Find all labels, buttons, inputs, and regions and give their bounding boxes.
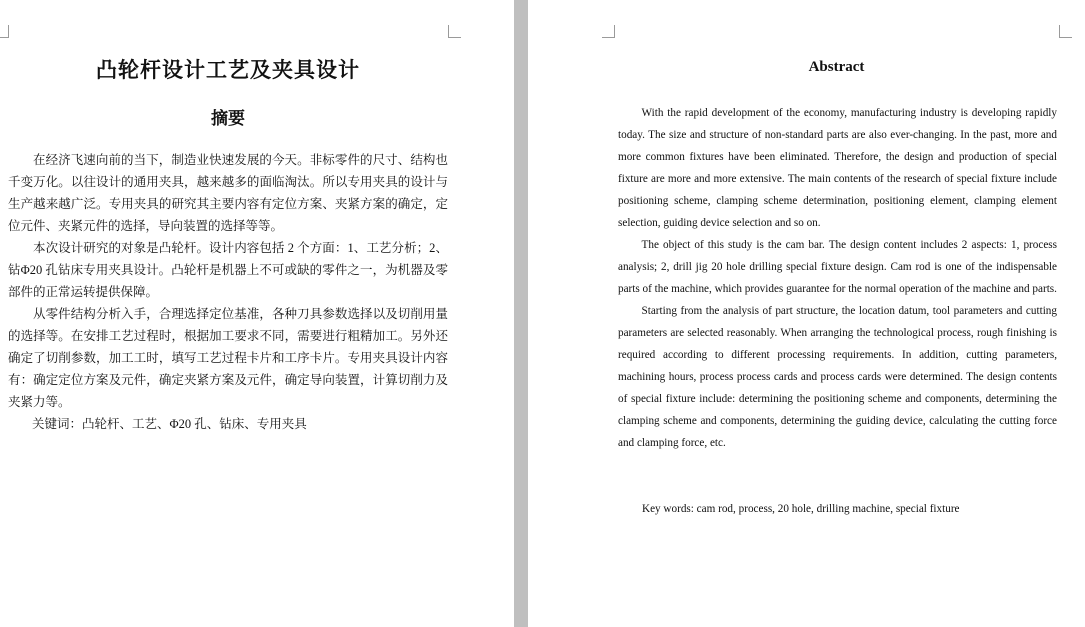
abstract-heading-chinese: 摘要	[211, 109, 245, 128]
document-page-right[interactable]	[528, 0, 1085, 627]
paragraph: With the rapid development of the economy, manufacturing industry is developing rapidly today. The size and structure of non-standard parts are also ever-changing. In the past, more and more common fixtures have been eliminated. Therefore, the design and production of special fixture are more and more extensive. The main contents of the research of special fixture include positioning scheme, clamping scheme determination, positioning element, clamping element selection, guiding device selection and so on.	[618, 107, 1057, 229]
abstract-heading-english: Abstract	[808, 59, 865, 75]
keywords-english: Key words: cam rod, process, 20 hole, drilling machine, special fixture	[642, 503, 960, 515]
paragraph: Starting from the analysis of part structure, the location datum, tool parameters and cutting parameters are selected reasonably. When arranging the technological process, rough finishing is required according to different processing requirements. In addition, cutting parameters, machining hours, process process cards and process cards were determined. The design contents of special fixture include: determining the positioning scheme and components, determining the clamping scheme and components, determining the guiding device, calculating the cutting force and clamping force, etc.	[618, 305, 1057, 449]
keywords-chinese: 关键词：凸轮杆、工艺、Φ20 孔、钻床、专用夹具	[32, 417, 307, 431]
abstract-body-english	[618, 102, 1057, 454]
page-gutter	[514, 0, 528, 627]
document-page-left[interactable]	[0, 0, 514, 627]
document-title: 凸轮杆设计工艺及夹具设计	[96, 58, 360, 82]
paragraph: 本次设计研究的对象是凸轮杆。设计内容包括 2 个方面：1、工艺分析；2、钻Φ20 孔钻床专用夹具设计。凸轮杆是机器上不可或缺的零件之一，为机器及零部件的正常运转提供保障。	[8, 241, 448, 299]
paragraph: 从零件结构分析入手，合理选择定位基准，各种刀具参数选择以及切削用量的选择等。在安排工艺过程时，根据加工要求不同，需要进行粗精加工。另外还确定了切削参数，加工工时，填写工艺过程卡片和工序卡片。专用夹具设计内容有：确定定位方案及元件，确定夹紧方案及元件，确定导向装置，计算切削力及夹紧力等。	[8, 307, 448, 409]
margin-crop-mark	[1059, 25, 1072, 38]
paragraph: 在经济飞速向前的当下，制造业快速发展的今天。非标零件的尺寸、结构也千变万化。以往设计的通用夹具，越来越多的面临淘汰。所以专用夹具的设计与生产越来越广泛。专用夹具的研究其主要内容有定位方案、夹紧方案的确定，定位元件、夹紧元件的选择，导向装置的选择等等。	[8, 153, 448, 233]
margin-crop-mark	[0, 25, 9, 38]
paragraph: The object of this study is the cam bar. The design content includes 2 aspects: 1, process analysis; 2, drill jig 20 hole drilling special fixture design. Cam rod is one of the indispensable parts of the machine, which provides guarantee for the normal operation of the machine and parts.	[618, 239, 1057, 295]
margin-crop-mark	[448, 25, 461, 38]
margin-crop-mark	[602, 25, 615, 38]
abstract-body-chinese	[8, 149, 448, 413]
